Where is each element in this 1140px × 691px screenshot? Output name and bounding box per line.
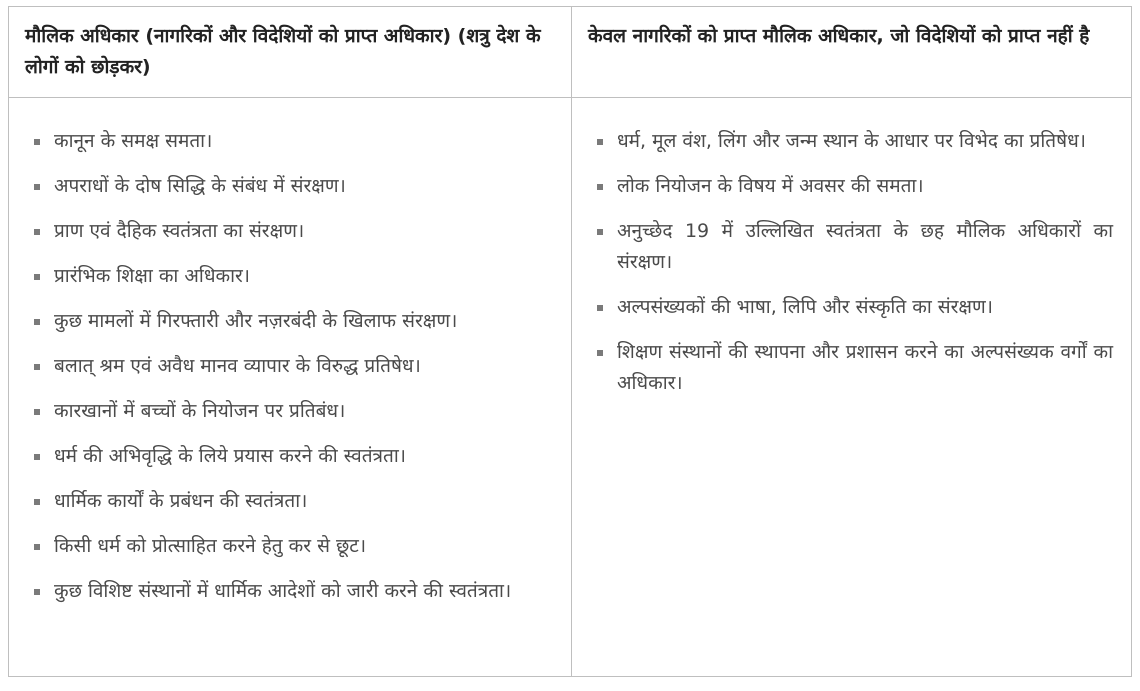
bullet-icon [34, 184, 40, 190]
list-item [595, 126, 1113, 157]
list-item [32, 306, 553, 337]
list-item [32, 441, 553, 472]
list-item-text: कारखानों में बच्चों के नियोजन पर प्रतिबंध। [54, 400, 346, 422]
list-item-text: धर्म की अभिवृद्धि के लिये प्रयास करने की स्वतंत्रता। [54, 445, 406, 467]
list-item-text: किसी धर्म को प्रोत्साहित करने हेतु कर से छूट। [54, 535, 367, 557]
right-rights-list [572, 98, 1131, 399]
list-item-text: कुछ मामलों में गिरफ्तारी और नज़रबंदी के खिलाफ संरक्षण। [54, 310, 458, 332]
left-column-header: मौलिक अधिकार (नागरिकों और विदेशियों को प्राप्त अधिकार) (शत्रु देश के लोगों को छोड़कर) [9, 7, 572, 97]
bullet-icon [34, 229, 40, 235]
left-rights-list [9, 98, 571, 607]
bullet-icon [34, 409, 40, 415]
list-item [595, 216, 1113, 278]
list-item [595, 292, 1113, 323]
rights-table [8, 6, 1132, 677]
bullet-icon [34, 319, 40, 325]
list-item-text: प्रारंभिक शिक्षा का अधिकार। [54, 265, 250, 287]
list-item-text: बलात् श्रम एवं अवैध मानव व्यापार के विरुद्ध प्रतिषेध। [54, 355, 421, 377]
list-item-text: कानून के समक्ष समता। [54, 130, 213, 152]
list-item [32, 486, 553, 517]
bullet-icon [34, 499, 40, 505]
list-item-text: अनुच्छेद 19 में उल्लिखित स्वतंत्रता के छह मौलिक अधिकारों का संरक्षण। [617, 220, 1113, 273]
table-body-row [9, 98, 1131, 676]
list-item-text: अपराधों के दोष सिद्धि के संबंध में संरक्षण। [54, 175, 346, 197]
left-column-cell [9, 98, 572, 676]
bullet-icon [34, 274, 40, 280]
bullet-icon [34, 364, 40, 370]
list-item-text: धर्म, मूल वंश, लिंग और जन्म स्थान के आधार पर विभेद का प्रतिषेध। [617, 130, 1086, 152]
bullet-icon [597, 184, 603, 190]
list-item-text: कुछ विशिष्ट संस्थानों में धार्मिक आदेशों को जारी करने की स्वतंत्रता। [54, 580, 512, 602]
right-column-cell [572, 98, 1131, 676]
list-item [32, 531, 553, 562]
list-item [32, 351, 553, 382]
list-item-text: धार्मिक कार्यों के प्रबंधन की स्वतंत्रता। [54, 490, 308, 512]
right-column-header: केवल नागरिकों को प्राप्त मौलिक अधिकार, जो विदेशियों को प्राप्त नहीं है [588, 25, 1090, 47]
bullet-icon [34, 139, 40, 145]
bullet-icon [34, 589, 40, 595]
bullet-icon [597, 305, 603, 311]
list-item [595, 337, 1113, 399]
table-header-row [9, 7, 1131, 98]
list-item-text: लोक नियोजन के विषय में अवसर की समता। [617, 175, 924, 197]
list-item [595, 171, 1113, 202]
bullet-icon [597, 139, 603, 145]
list-item-text: प्राण एवं दैहिक स्वतंत्रता का संरक्षण। [54, 220, 305, 242]
list-item-text: अल्पसंख्यकों की भाषा, लिपि और संस्कृति का संरक्षण। [617, 296, 993, 318]
list-item [32, 261, 553, 292]
bullet-icon [597, 350, 603, 356]
list-item [32, 216, 553, 247]
list-item [32, 576, 553, 607]
list-item [32, 171, 553, 202]
bullet-icon [597, 229, 603, 235]
bullet-icon [34, 454, 40, 460]
list-item [32, 126, 553, 157]
bullet-icon [34, 544, 40, 550]
list-item [32, 396, 553, 427]
list-item-text: शिक्षण संस्थानों की स्थापना और प्रशासन करने का अल्पसंख्यक वर्गों का अधिकार। [617, 341, 1113, 394]
